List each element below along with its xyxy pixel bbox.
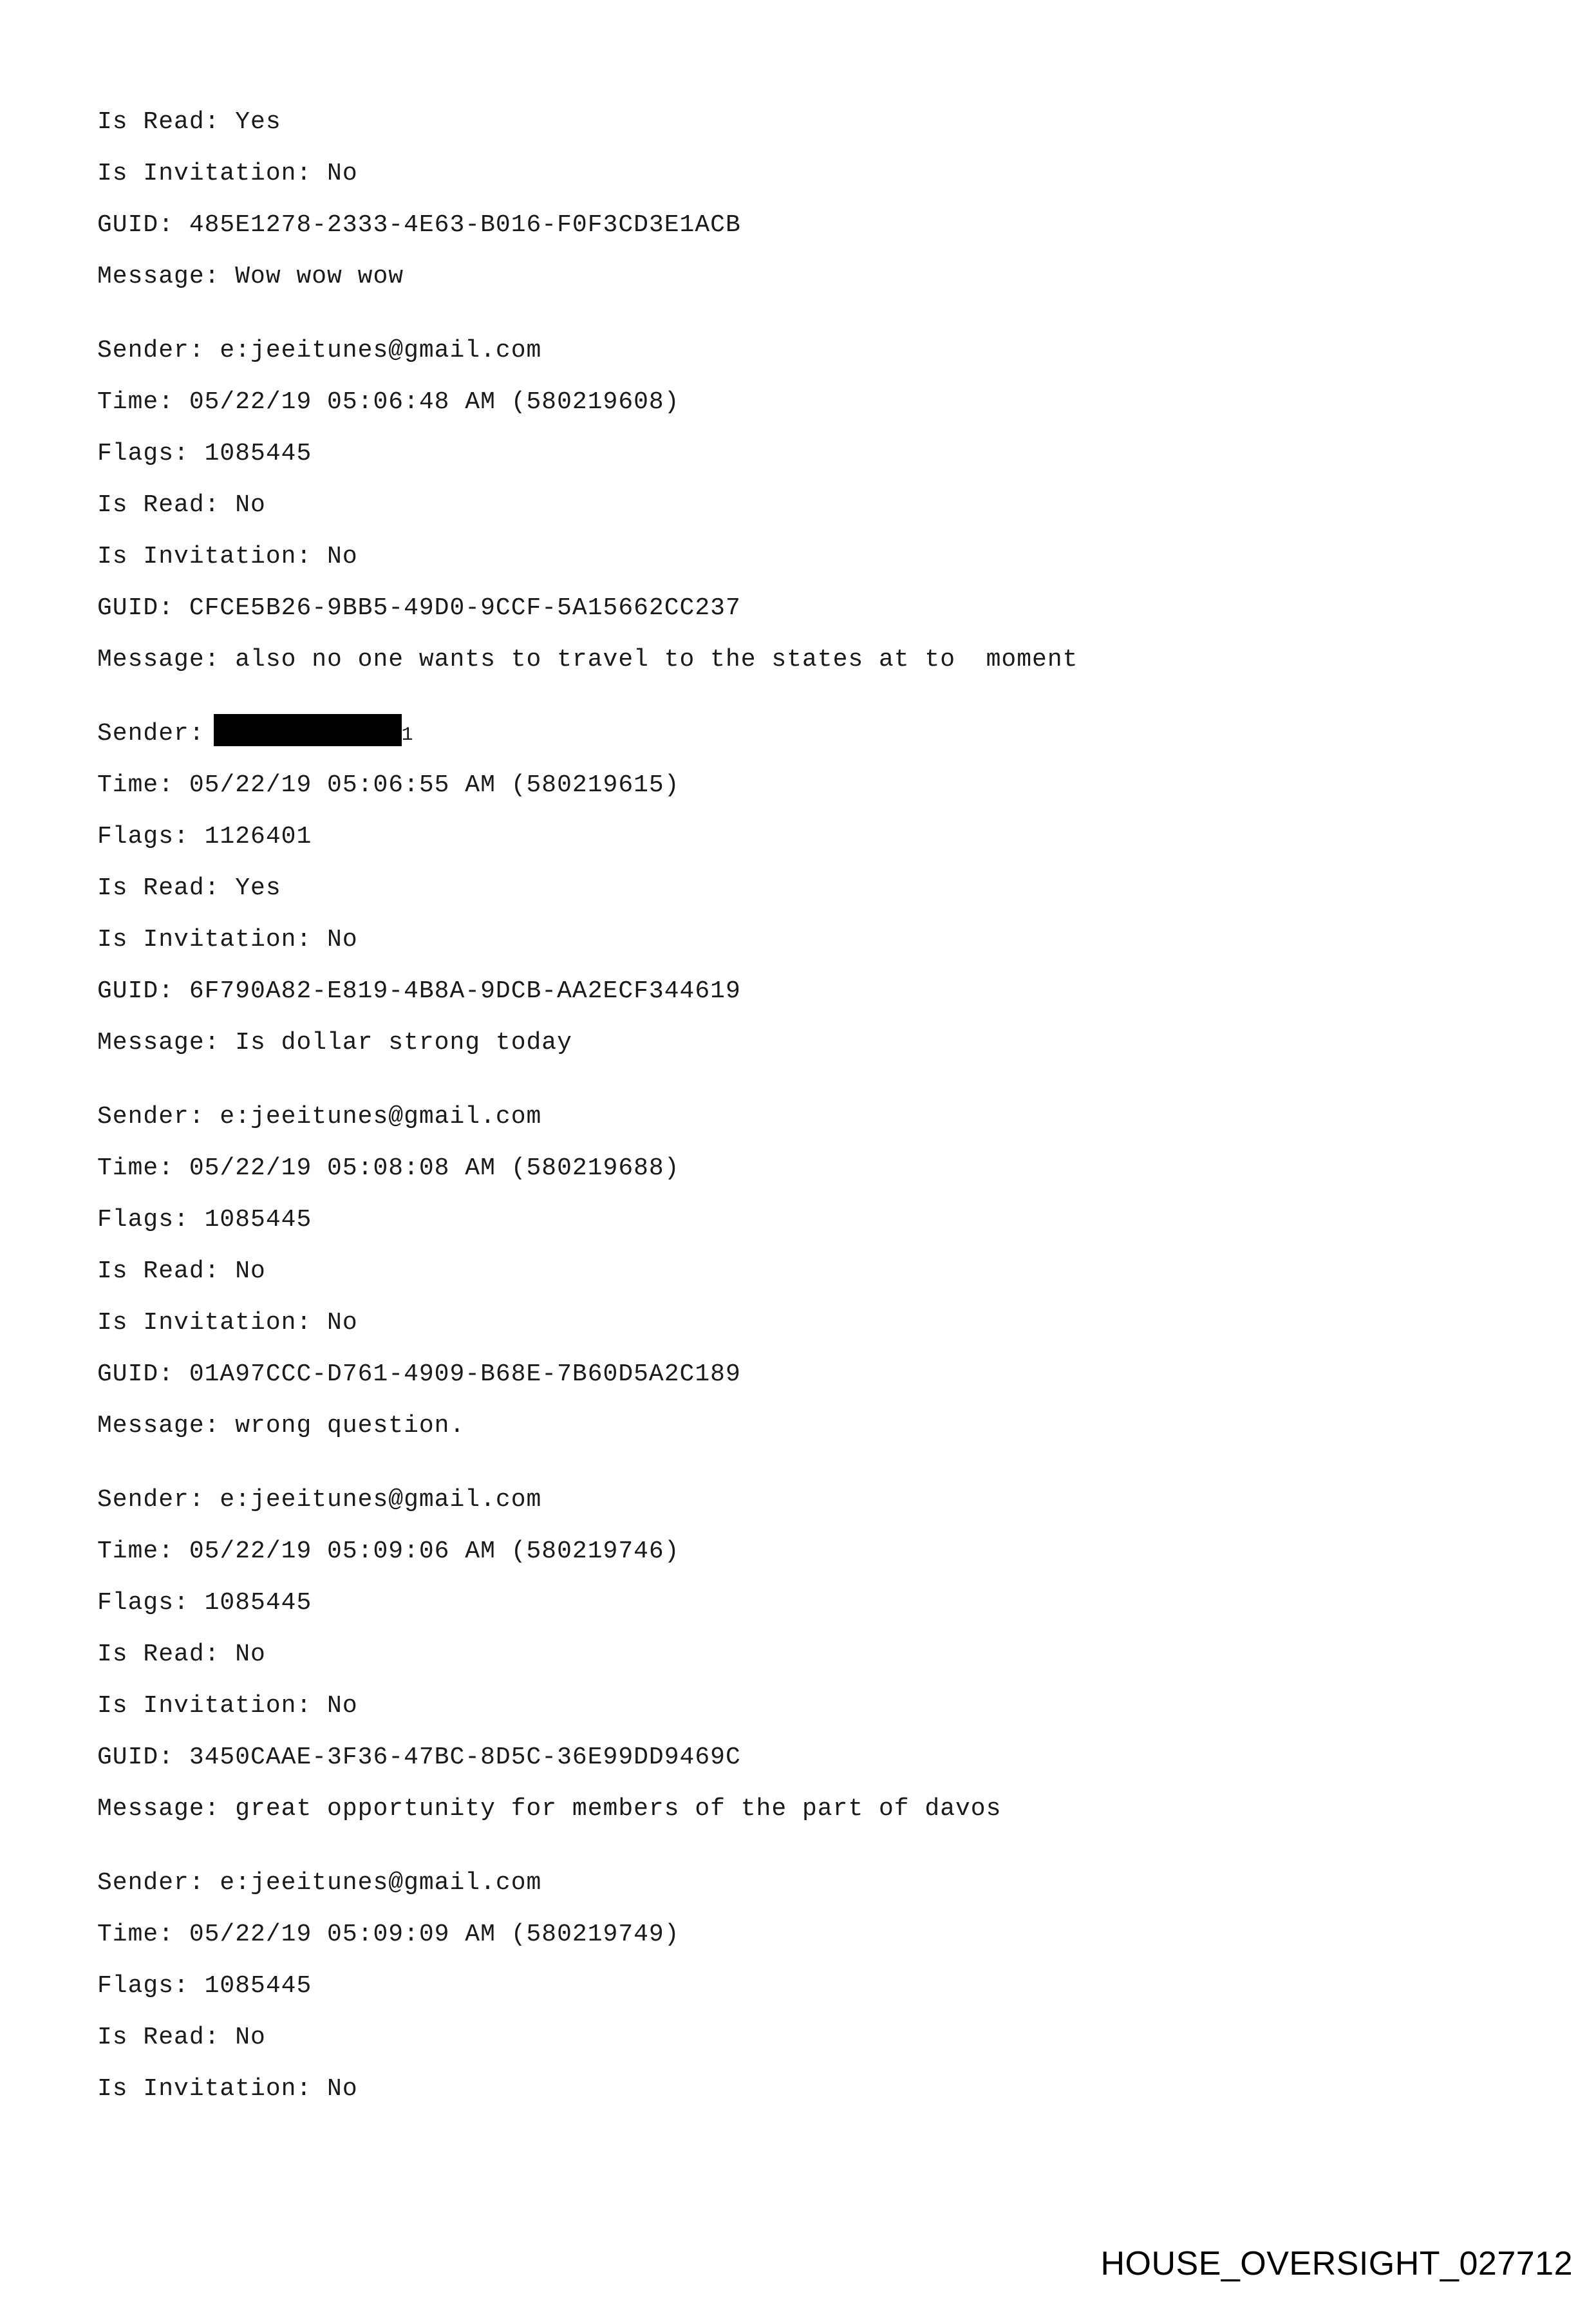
- message-record: [97, 97, 1514, 303]
- guid-line: GUID: 485E1278-2333-4E63-B016-F0F3CD3E1ACB: [97, 211, 741, 239]
- message-line: Message: also no one wants to travel to the states at to moment: [97, 646, 1078, 673]
- guid-line: GUID: 6F790A82-E819-4B8A-9DCB-AA2ECF344619: [97, 977, 741, 1005]
- time-line: Time: 05/22/19 05:09:06 AM (580219746): [97, 1537, 680, 1565]
- flags-line: Flags: 1085445: [97, 1589, 312, 1617]
- time-line: Time: 05/22/19 05:06:48 AM (580219608): [97, 388, 680, 416]
- sender-line: [97, 708, 1514, 760]
- is-read-line: Is Read: Yes: [97, 874, 281, 902]
- record-gap: [97, 303, 1514, 325]
- message-record: [97, 1091, 1514, 1452]
- is-invitation-line: Is Invitation: No: [97, 2075, 358, 2103]
- flags-line: Flags: 1126401: [97, 823, 312, 851]
- sender-line: Sender: e:jeeitunes@gmail.com: [97, 1869, 542, 1897]
- message-log: [97, 97, 1514, 2115]
- message-record: [97, 708, 1514, 1069]
- sender-line: Sender: e:jeeitunes@gmail.com: [97, 337, 542, 364]
- message-line: Message: great opportunity for members of the part of davos: [97, 1795, 1002, 1823]
- flags-line: Flags: 1085445: [97, 1972, 312, 2000]
- is-read-line: Is Read: No: [97, 1257, 266, 1285]
- is-invitation-line: Is Invitation: No: [97, 160, 358, 187]
- is-invitation-line: Is Invitation: No: [97, 1309, 358, 1337]
- record-gap: [97, 1835, 1514, 1857]
- time-line: Time: 05/22/19 05:08:08 AM (580219688): [97, 1154, 680, 1182]
- is-read-line: Is Read: Yes: [97, 108, 281, 136]
- sender-label: Sender:: [97, 720, 205, 747]
- sender-line: Sender: e:jeeitunes@gmail.com: [97, 1103, 542, 1131]
- is-invitation-line: Is Invitation: No: [97, 1692, 358, 1720]
- record-gap: [97, 1069, 1514, 1091]
- sender-redacted-tail: 1: [401, 724, 414, 746]
- guid-line: GUID: 3450CAAE-3F36-47BC-8D5C-36E99DD9469C: [97, 1744, 741, 1771]
- record-gap: [97, 1452, 1514, 1474]
- bates-number: HOUSE_OVERSIGHT_027712: [1100, 2245, 1573, 2282]
- is-invitation-line: Is Invitation: No: [97, 926, 358, 954]
- is-read-line: Is Read: No: [97, 491, 266, 519]
- flags-line: Flags: 1085445: [97, 1206, 312, 1234]
- guid-line: GUID: CFCE5B26-9BB5-49D0-9CCF-5A15662CC237: [97, 594, 741, 622]
- message-record: [97, 325, 1514, 686]
- sender-line: Sender: e:jeeitunes@gmail.com: [97, 1486, 542, 1514]
- message-record: [97, 1857, 1514, 2115]
- message-line: Message: wrong question.: [97, 1412, 465, 1440]
- time-line: Time: 05/22/19 05:09:09 AM (580219749): [97, 1921, 680, 1948]
- is-read-line: Is Read: No: [97, 2024, 266, 2051]
- flags-line: Flags: 1085445: [97, 440, 312, 467]
- is-invitation-line: Is Invitation: No: [97, 543, 358, 570]
- guid-line: GUID: 01A97CCC-D761-4909-B68E-7B60D5A2C189: [97, 1360, 741, 1388]
- redaction-box: [214, 714, 402, 746]
- message-line: Message: Wow wow wow: [97, 263, 404, 290]
- record-gap: [97, 686, 1514, 708]
- is-read-line: Is Read: No: [97, 1640, 266, 1668]
- message-line: Message: Is dollar strong today: [97, 1029, 572, 1057]
- time-line: Time: 05/22/19 05:06:55 AM (580219615): [97, 771, 680, 799]
- message-record: [97, 1474, 1514, 1835]
